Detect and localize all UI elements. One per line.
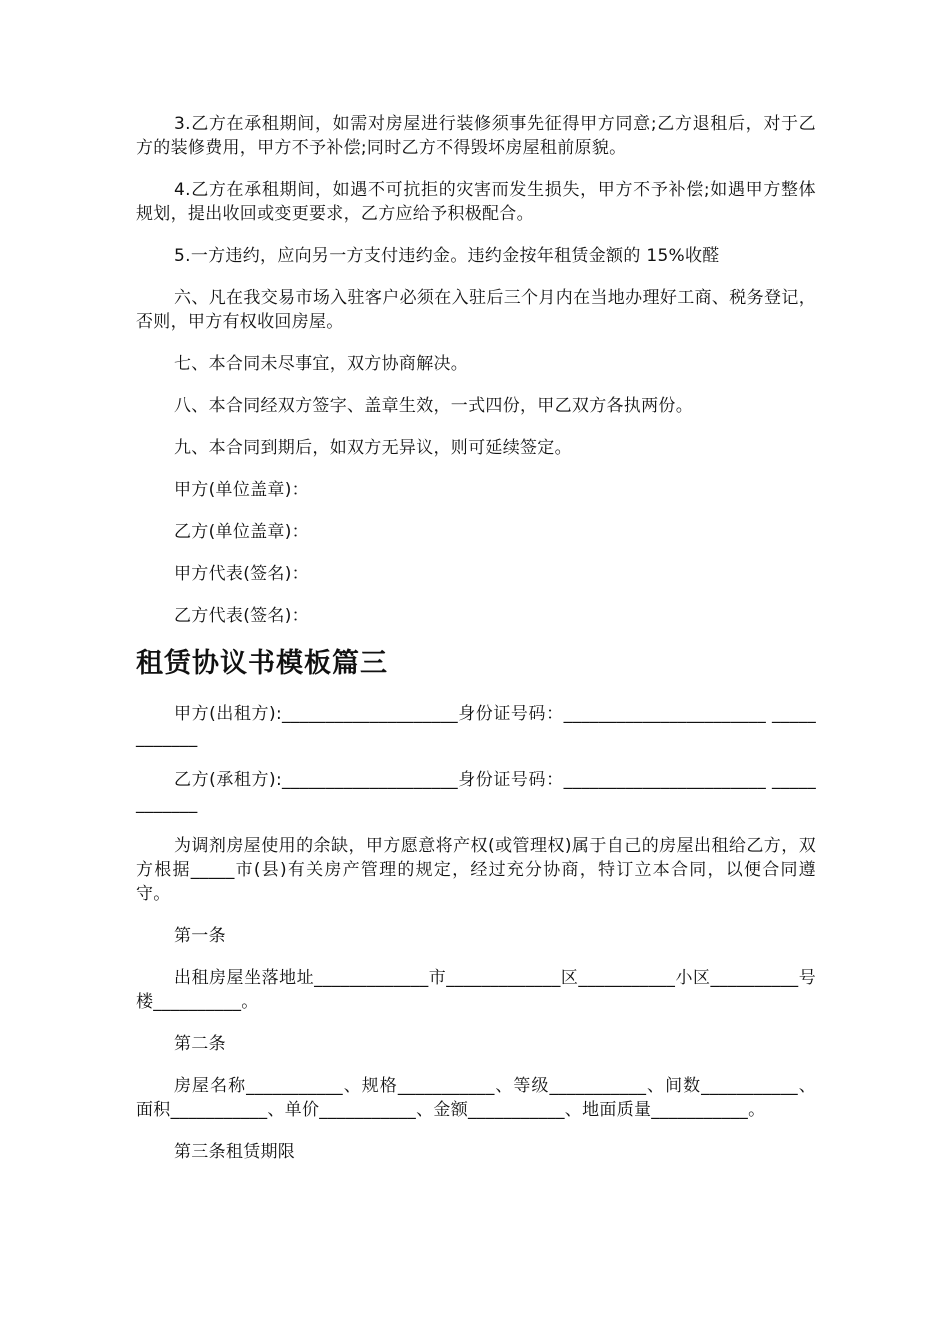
party-a-rep-signature-line: 甲方代表(签名)： (174, 564, 309, 584)
clause-7: 七、本合同未尽事宜，双方协商解决。 (174, 354, 469, 374)
article-1-address: 出租房屋坐落地址_____________市_____________区___________小区__________号楼__________。 (136, 968, 816, 1012)
article-1-heading: 第一条 (174, 926, 226, 946)
clause-9: 九、本合同到期后，如双方无异议，则可延续签定。 (174, 438, 572, 458)
clause-6: 六、凡在我交易市场入驻客户必须在入驻后三个月内在当地办理好工商、税务登记，否则，甲方有权收回房屋。 (136, 288, 816, 332)
party-b-rep-signature-line: 乙方代表(签名)： (174, 606, 309, 626)
clause-3: 3.乙方在承租期间，如需对房屋进行装修须事先征得甲方同意;乙方退租后，对于乙方的装修费用，甲方不予补偿;同时乙方不得毁坏房屋租前原貌。 (136, 114, 816, 158)
preamble: 为调剂房屋使用的余缺，甲方愿意将产权(或管理权)属于自己的房屋出租给乙方，双方根据_____市(县)有关房产管理的规定，经过充分协商，特订立本合同，以便合同遵守。 (136, 836, 816, 904)
clause-5: 5.一方违约，应向另一方支付违约金。违约金按年租赁金额的 15%收醛 (174, 246, 720, 266)
party-a-seal-line: 甲方(单位盖章)： (174, 480, 309, 500)
document-page (136, 112, 816, 1182)
lessor-line: 甲方(出租方):____________________身份证号码：_______________________ ____________ (136, 704, 816, 748)
clause-8: 八、本合同经双方签字、盖章生效，一式四份，甲乙双方各执两份。 (174, 396, 693, 416)
clause-4: 4.乙方在承租期间，如遇不可抗拒的灾害而发生损失，甲方不予补偿;如遇甲方整体规划，提出收回或变更要求，乙方应给予积极配合。 (136, 180, 816, 224)
article-2-details: 房屋名称___________、规格___________、等级___________、间数___________、面积___________、单价___________、金额___________、地面质量___________。 (136, 1076, 816, 1120)
article-2-heading: 第二条 (174, 1034, 226, 1054)
article-3-heading: 第三条租赁期限 (174, 1142, 296, 1162)
party-b-seal-line: 乙方(单位盖章)： (174, 522, 309, 542)
section-heading: 租赁协议书模板篇三 (136, 648, 388, 679)
lessee-line: 乙方(承租方):____________________身份证号码：_______________________ ____________ (136, 770, 816, 814)
